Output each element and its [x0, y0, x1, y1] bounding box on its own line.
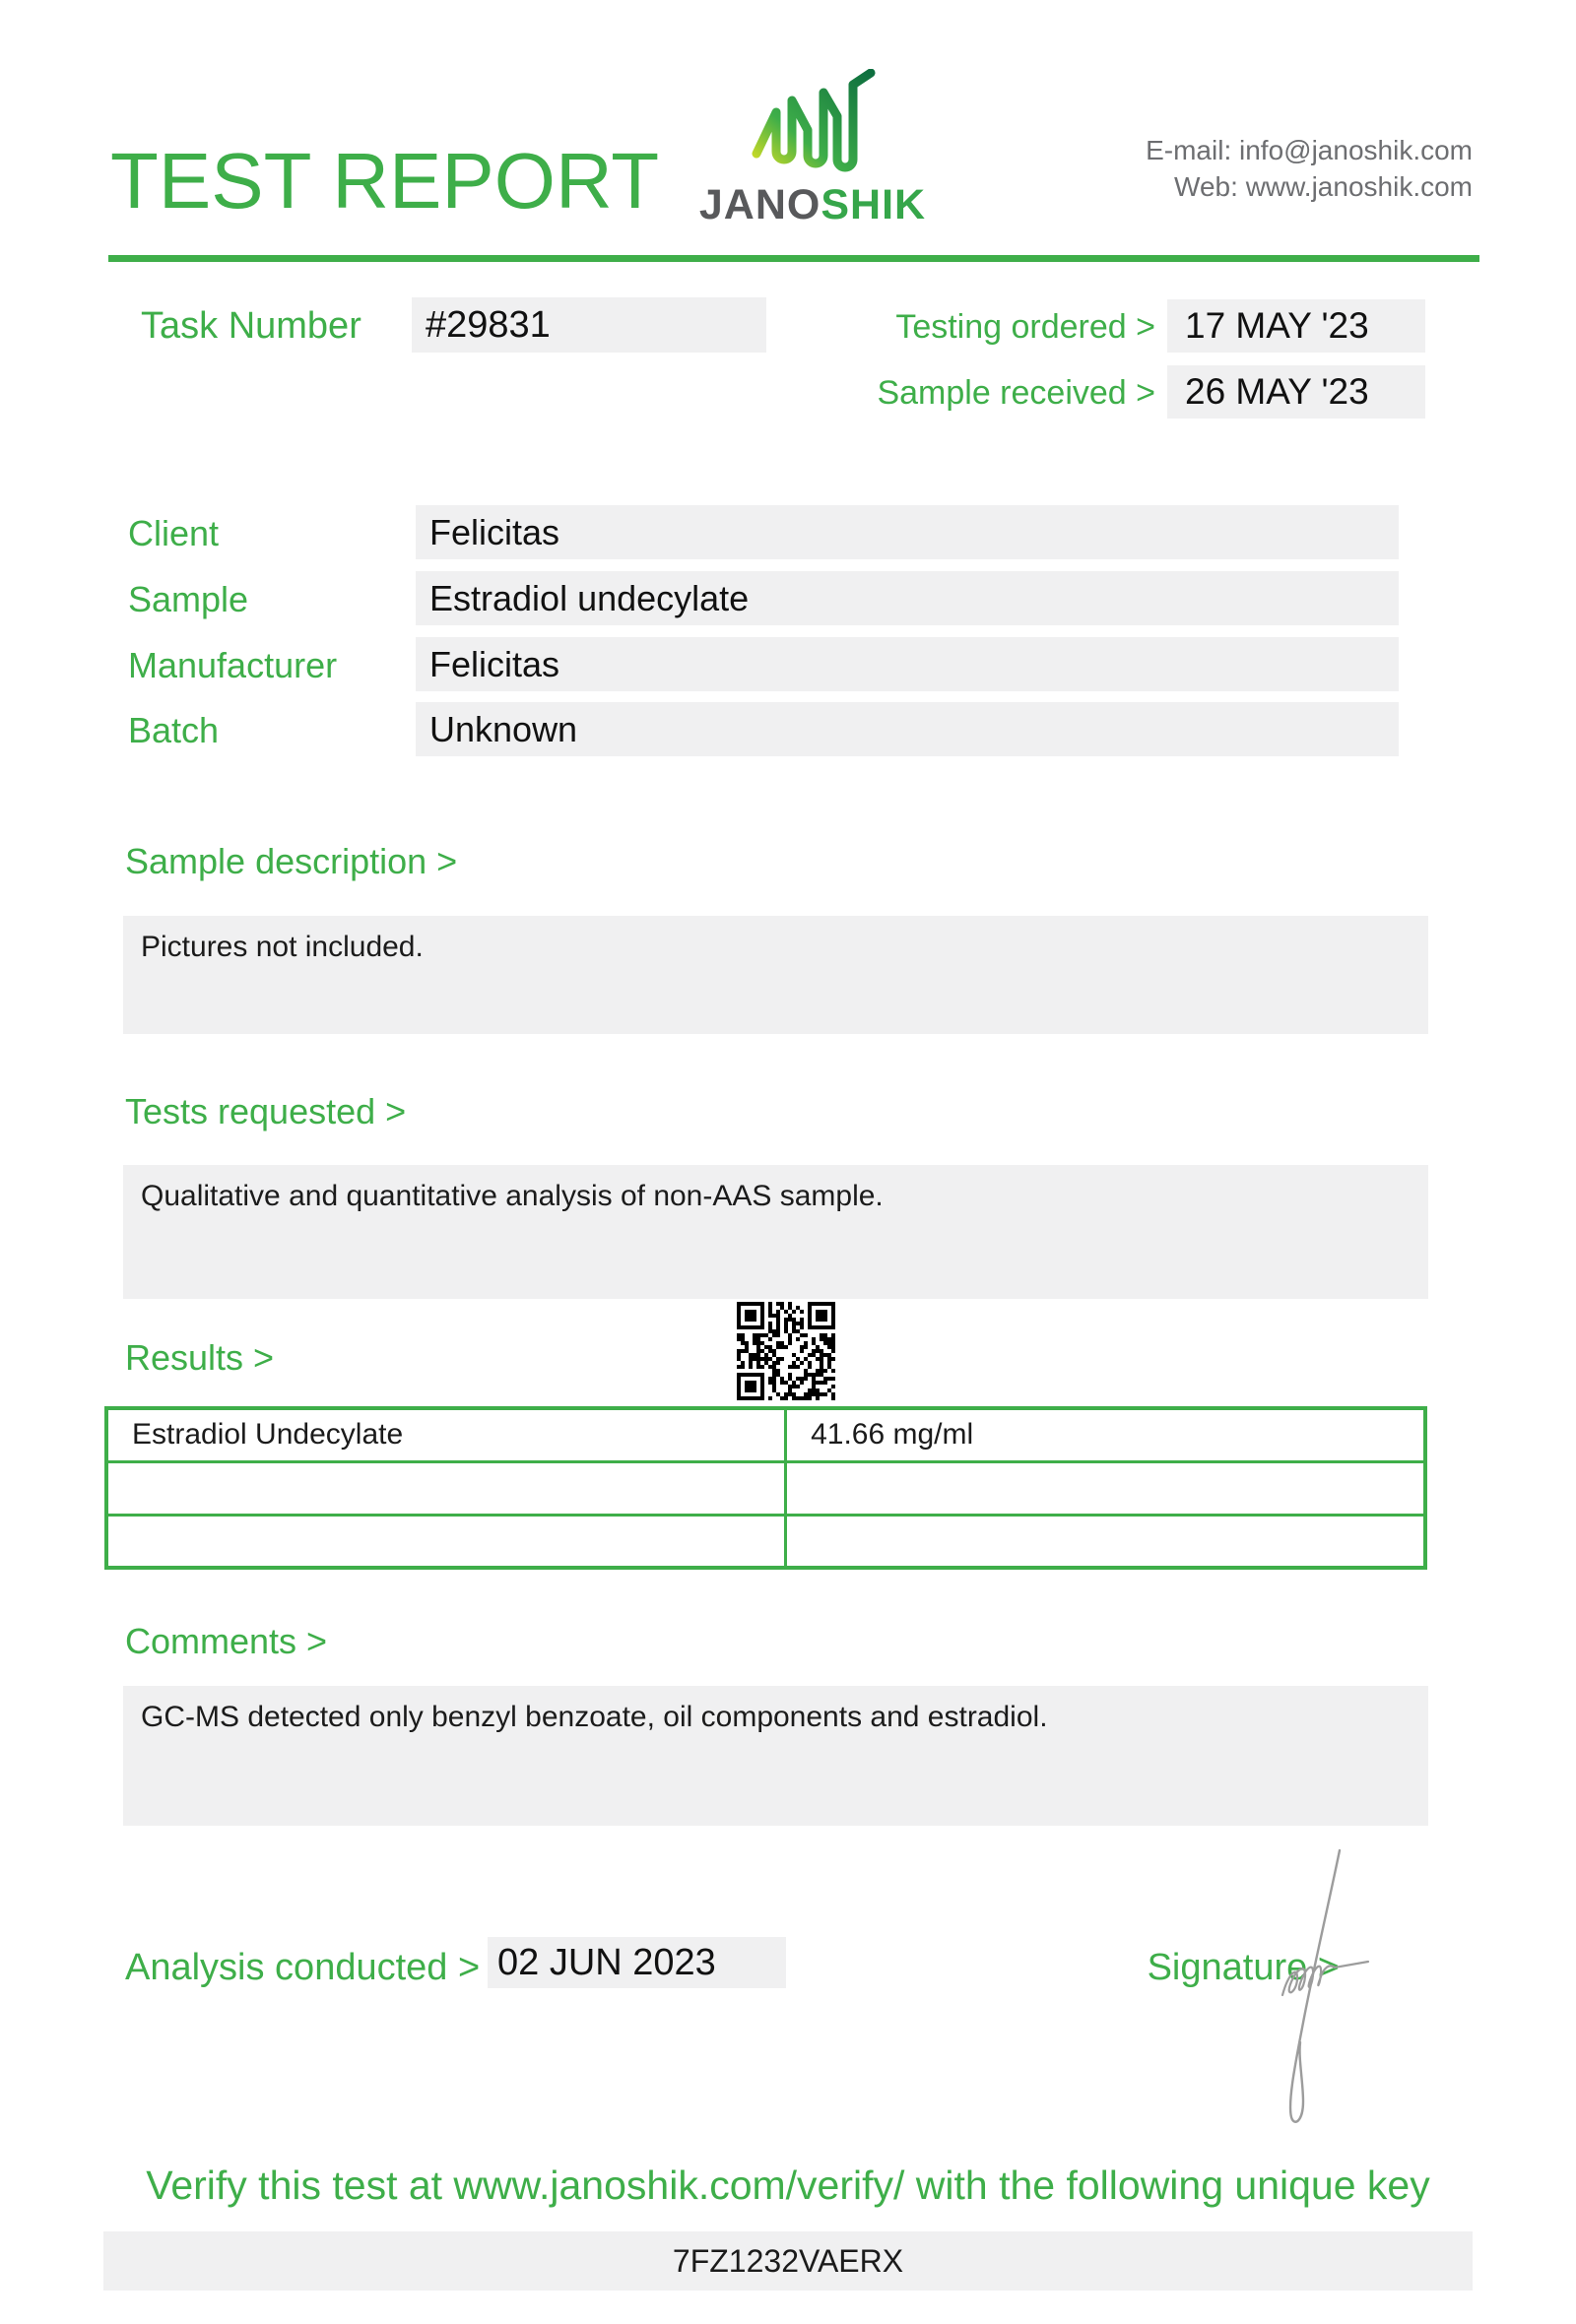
- results-row: [106, 1515, 1425, 1568]
- batch-label: Batch: [128, 710, 220, 750]
- manufacturer-label: Manufacturer: [128, 645, 338, 685]
- result-value-cell: [786, 1515, 1425, 1568]
- logo-wordmark-secondary: SHIK: [821, 181, 927, 228]
- handwritten-signature: [1273, 1847, 1386, 2135]
- result-name-cell: [106, 1515, 786, 1568]
- client-label: Client: [128, 513, 220, 553]
- header-divider: [108, 255, 1479, 262]
- client-value: Felicitas: [416, 505, 1399, 559]
- task-number-label: Task Number: [141, 305, 361, 347]
- tests-requested-heading: Tests requested >: [125, 1091, 407, 1131]
- sample-label: Sample: [128, 579, 249, 619]
- email-value: info@janoshik.com: [1239, 135, 1473, 165]
- web-value: www.janoshik.com: [1245, 171, 1473, 202]
- results-row: [106, 1408, 1425, 1461]
- result-value-cell: [786, 1461, 1425, 1515]
- logo-wordmark: [680, 181, 946, 229]
- sample-received-label: Sample received >: [877, 374, 1155, 412]
- janoshik-logo: [680, 69, 946, 229]
- contact-email-line: [1146, 132, 1473, 168]
- growth-chart-icon: [739, 69, 886, 179]
- manufacturer-value: Felicitas: [416, 637, 1399, 691]
- testing-ordered-label: Testing ordered >: [895, 308, 1155, 346]
- contact-web-line: [1146, 168, 1473, 205]
- result-name-cell: [106, 1461, 786, 1515]
- results-heading: Results >: [125, 1337, 275, 1378]
- batch-value: Unknown: [416, 702, 1399, 756]
- results-row: [106, 1461, 1425, 1515]
- web-label: Web:: [1174, 171, 1238, 202]
- result-name-cell: Estradiol Undecylate: [106, 1408, 786, 1461]
- task-number-value: #29831: [412, 297, 766, 353]
- comments-text: GC-MS detected only benzyl benzoate, oil components and estradiol.: [141, 1701, 1048, 1733]
- results-table: [104, 1406, 1427, 1570]
- testing-ordered-value: 17 MAY '23: [1167, 299, 1425, 353]
- verify-key: 7FZ1232VAERX: [103, 2231, 1473, 2291]
- sample-description-text: Pictures not included.: [141, 931, 424, 963]
- sample-description-heading: Sample description >: [125, 841, 458, 881]
- logo-wordmark-primary: JANO: [698, 181, 821, 228]
- comments-box: [123, 1686, 1428, 1826]
- verify-instruction: Verify this test at www.janoshik.com/verify/ with the following unique key: [146, 2163, 1430, 2208]
- sample-value: Estradiol undecylate: [416, 571, 1399, 625]
- sample-received-value: 26 MAY '23: [1167, 365, 1425, 419]
- signature-label: Signature >: [1147, 1947, 1340, 1988]
- qr-code: [737, 1302, 835, 1400]
- email-label: E-mail:: [1146, 135, 1232, 165]
- tests-requested-box: [123, 1165, 1428, 1299]
- analysis-conducted-label: Analysis conducted >: [125, 1947, 481, 1988]
- contact-block: [1146, 132, 1473, 205]
- comments-heading: Comments >: [125, 1621, 328, 1661]
- analysis-conducted-value: 02 JUN 2023: [488, 1937, 786, 1988]
- tests-requested-text: Qualitative and quantitative analysis of non-AAS sample.: [141, 1180, 884, 1212]
- qr-code-svg: [737, 1302, 835, 1400]
- result-value-cell: 41.66 mg/ml: [786, 1408, 1425, 1461]
- page-title: TEST REPORT: [110, 137, 660, 225]
- sample-description-box: [123, 916, 1428, 1034]
